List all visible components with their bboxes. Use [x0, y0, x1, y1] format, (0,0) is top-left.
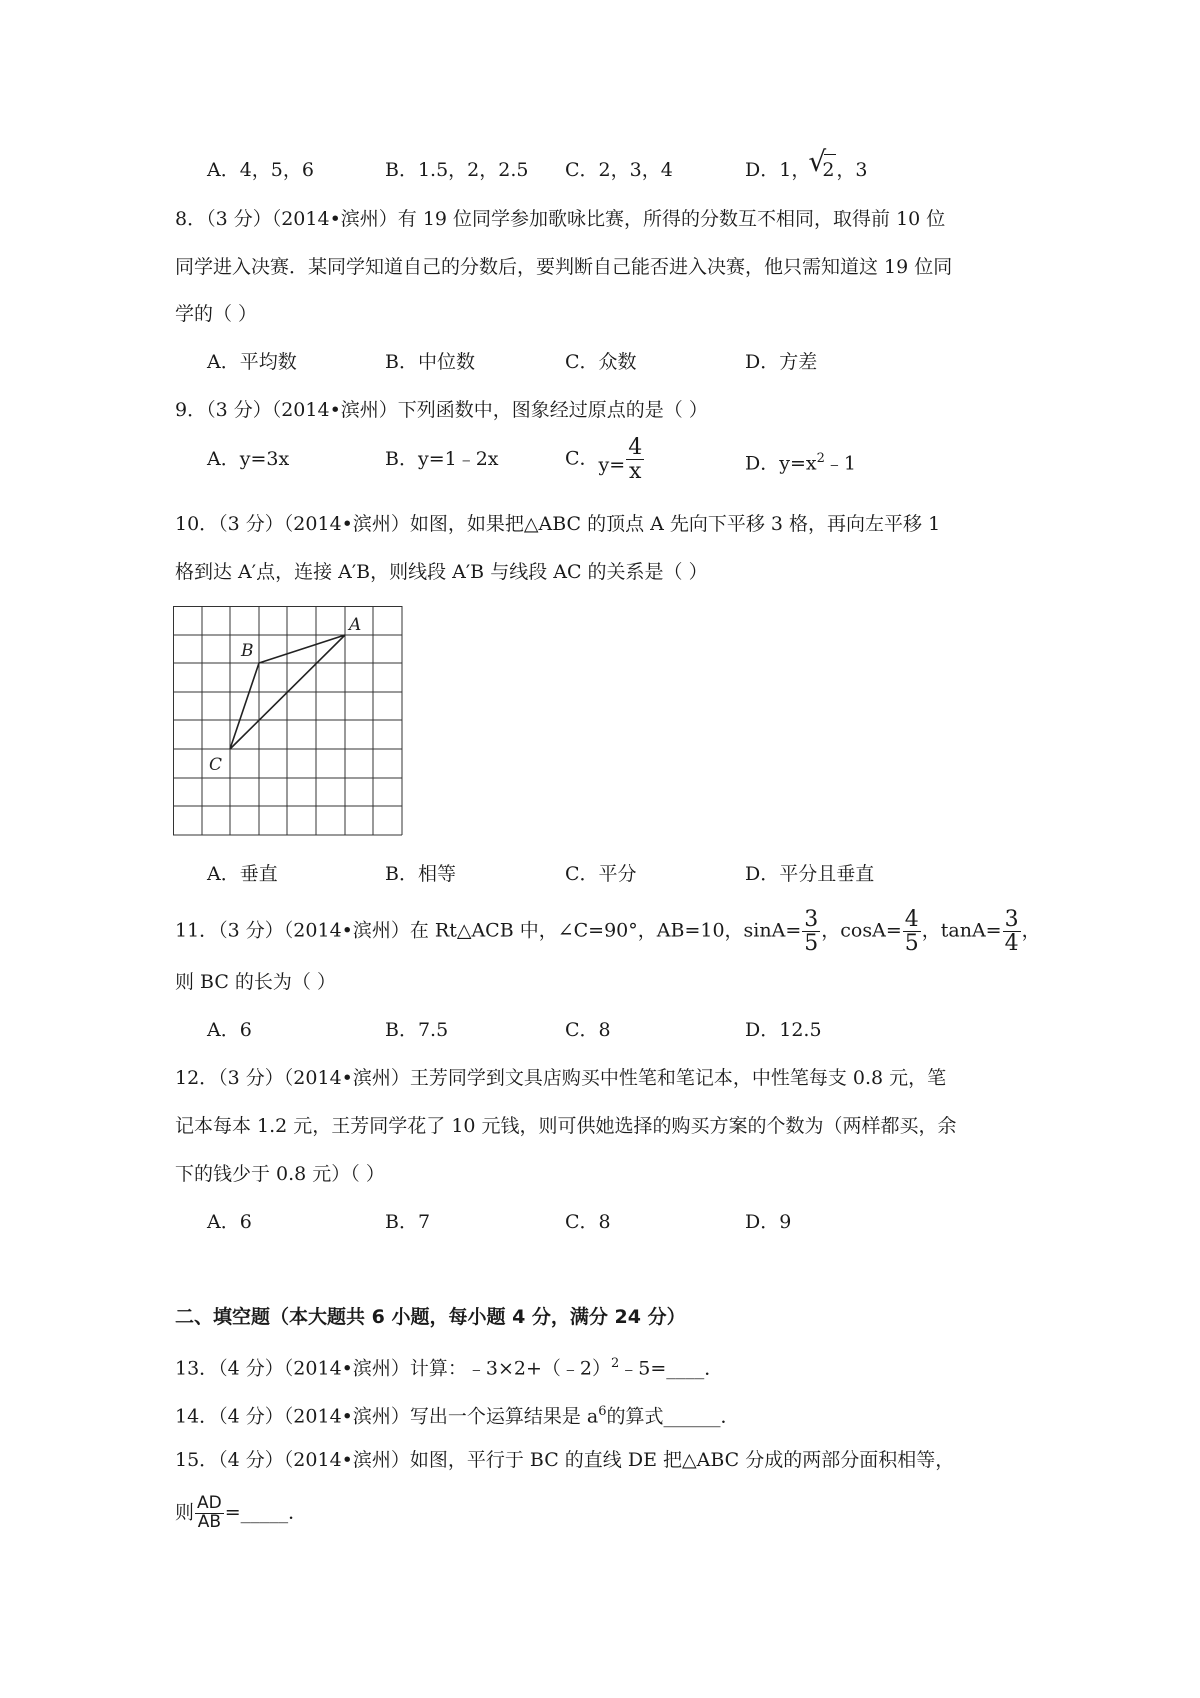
- q8-line-3: 学的（ ）: [175, 303, 258, 325]
- cos-fraction: [903, 908, 921, 955]
- q13: [175, 1352, 723, 1380]
- tan-label: ，tanA=: [921, 919, 1002, 942]
- q11-line-1-prefix: 11．（3 分）（2014•滨州）在 Rt△ACB 中，∠C=90°，AB=10，sinA=: [175, 919, 802, 942]
- q10-option-b: B．相等: [385, 863, 456, 885]
- q9-option-a: A．y=3x: [207, 448, 290, 470]
- fraction-numerator: 3: [1004, 907, 1019, 932]
- q9-option-c-prefix: C．: [565, 447, 599, 470]
- q11-line-1-end: ，: [1021, 919, 1041, 942]
- q8-option-c: C．众数: [565, 351, 637, 373]
- q12-option-c: C．8: [565, 1211, 611, 1233]
- q12-option-a: A．6: [207, 1211, 252, 1233]
- q8-line-1: 8．（3 分）（2014•滨州）有 19 位同学参加歌咏比赛，所得的分数互不相同，取得前 10 位: [175, 208, 946, 230]
- fraction-denominator: AB: [197, 1511, 222, 1532]
- q15-line-1: 15．（4 分）（2014•滨州）如图，平行于 BC 的直线 DE 把△ABC 分成的两部分面积相等，: [175, 1449, 955, 1471]
- q11-option-a: A．6: [207, 1019, 252, 1041]
- fraction-numerator: 3: [804, 907, 819, 932]
- grid-lines: [173, 606, 402, 835]
- q9-option-d-prefix: D．y=x: [745, 452, 817, 475]
- q9-option-c: [565, 436, 645, 483]
- q10-option-c: C．平分: [565, 863, 637, 885]
- tan-fraction: [1003, 908, 1021, 955]
- q11-option-d: D．12.5: [745, 1019, 822, 1041]
- q12-line-3: 下的钱少于 0.8 元）（ ）: [175, 1163, 385, 1185]
- q7-option-d: [745, 145, 868, 182]
- fraction-denominator: 4: [1004, 931, 1019, 957]
- q13-tail: ﹣5=____．: [619, 1357, 724, 1380]
- q9-option-c-lhs: y=: [598, 453, 626, 476]
- q7-option-d-label: D．1，: [745, 159, 811, 181]
- q10-option-a: A．垂直: [207, 863, 278, 885]
- exponent: 2: [816, 451, 825, 466]
- q12-line-2: 记本每本 1.2 元，王芳同学花了 10 元钱，则可供她选择的购买方案的个数为（两样都买，余: [175, 1115, 957, 1137]
- q11-line-1: [175, 908, 1041, 955]
- q7-option-b: B．1.5，2，2.5: [385, 159, 529, 181]
- q15-line-2-tail: =_____．: [224, 1501, 308, 1524]
- q9-option-d: [745, 447, 856, 475]
- q11-line-2: 则 BC 的长为（ ）: [175, 971, 336, 993]
- q11-option-b: B．7.5: [385, 1019, 449, 1041]
- q12-option-d: D．9: [745, 1211, 792, 1233]
- q7-option-d-radicand: 2: [822, 159, 835, 181]
- fraction-numerator: 4: [628, 435, 643, 460]
- exponent: 6: [598, 1404, 607, 1419]
- vertex-label-c: C: [209, 755, 223, 775]
- q12-line-1: 12．（3 分）（2014•滨州）王芳同学到文具店购买中性笔和笔记本，中性笔每支 0.8 元，笔: [175, 1067, 947, 1089]
- q14-tail: 的算式______．: [606, 1405, 740, 1428]
- q14-prefix: 14．（4 分）（2014•滨州）写出一个运算结果是 a: [175, 1405, 599, 1428]
- q10-line-2: 格到达 A′点，连接 A′B，则线段 A′B 与线段 AC 的关系是（ ）: [175, 561, 708, 583]
- fraction-numerator: AD: [197, 1493, 222, 1513]
- q9-line-1: 9．（3 分）（2014•滨州）下列函数中，图象经过原点的是（ ）: [175, 399, 708, 421]
- sin-fraction: [802, 908, 820, 955]
- exponent: 2: [610, 1356, 620, 1371]
- q8-option-d: D．方差: [745, 351, 818, 373]
- q10-option-d: D．平分且垂直: [745, 863, 875, 885]
- q7-option-d-tail: ，3: [836, 159, 868, 181]
- fraction-denominator: 5: [804, 931, 819, 957]
- ad-ab-fraction: [195, 1495, 224, 1532]
- fraction-denominator: x: [628, 459, 642, 485]
- cos-label: ，cosA=: [821, 919, 902, 942]
- q7-option-a: A．4，5，6: [207, 159, 314, 181]
- q12-option-b: B．7: [385, 1211, 431, 1233]
- q11-option-c: C．8: [565, 1019, 611, 1041]
- q13-prefix: 13．（4 分）（2014•滨州）计算：﹣3×2+（﹣2）: [175, 1357, 611, 1380]
- q9-option-d-tail: ﹣1: [824, 452, 856, 475]
- sqrt-symbol: √ 2: [808, 145, 835, 181]
- fraction-denominator: 5: [904, 931, 919, 957]
- q10-line-1: 10．（3 分）（2014•滨州）如图，如果把△ABC 的顶点 A 先向下平移 3 格，再向左平移 1: [175, 513, 941, 535]
- q7-option-c: C．2，3，4: [565, 159, 673, 181]
- q15-line-2: [175, 1495, 307, 1532]
- q15-line-2-prefix: 则: [175, 1501, 195, 1524]
- vertex-label-b: B: [241, 641, 254, 661]
- fraction-numerator: 4: [904, 907, 919, 932]
- q8-option-a: A．平均数: [207, 351, 297, 373]
- vertex-label-a: A: [349, 615, 362, 635]
- q14: [175, 1400, 740, 1428]
- q9-option-b: B．y=1﹣2x: [385, 448, 499, 470]
- q8-line-2: 同学进入决赛．某同学知道自己的分数后，要判断自己能否进入决赛，他只需知道这 19 位同: [175, 256, 953, 278]
- grid-figure: [173, 606, 403, 836]
- q8-option-b: B．中位数: [385, 351, 475, 373]
- section-heading: 二、填空题（本大题共 6 小题，每小题 4 分，满分 24 分）: [175, 1306, 686, 1328]
- fraction: [626, 436, 644, 483]
